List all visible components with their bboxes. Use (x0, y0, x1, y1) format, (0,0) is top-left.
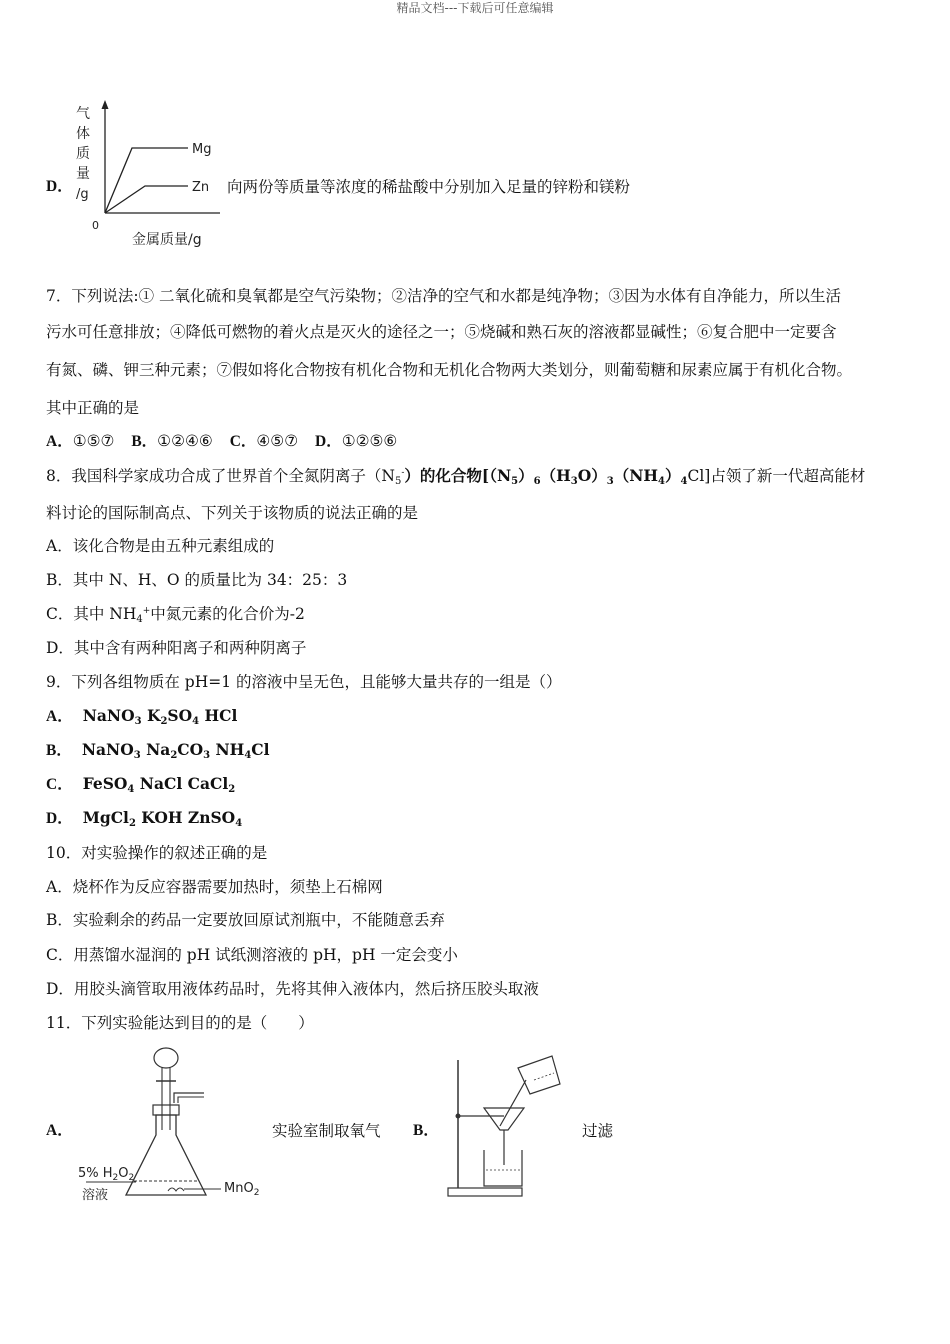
q8-option-c-sub: 4 (136, 614, 143, 625)
funnel-bulb (154, 1048, 178, 1068)
q8-subscript: 5 (511, 476, 519, 487)
clamp (456, 1114, 461, 1119)
mno2-solid (168, 1188, 184, 1191)
formula-subscript: 2 (170, 750, 178, 761)
q11-option-a-text: 实验室制取氧气 (272, 1122, 381, 1140)
formula-part: Na (140, 740, 171, 759)
y-label-2: 体 (76, 126, 90, 142)
q7-options (46, 430, 397, 453)
mg-line (105, 148, 188, 213)
gas-mass-graph (70, 98, 230, 250)
mno2-label: MnO$_2$ (224, 1181, 260, 1198)
formula-subscript: 2 (128, 818, 136, 829)
formula-subscript: 4 (235, 818, 243, 829)
formula-subscript: 3 (203, 750, 211, 761)
q10-option-b: B．实验剩余的药品一定要放回原试剂瓶中，不能随意丢弃 (46, 911, 445, 929)
formula-part: Cl (251, 740, 270, 759)
y-axis-arrow (102, 100, 109, 109)
q8-subscript: 3 (570, 476, 578, 487)
formula-subscript: 4 (244, 750, 252, 761)
q9-option-d (46, 807, 242, 830)
q8-option-d: D．其中含有两种阳离子和两种阴离子 (46, 639, 307, 657)
q8-stem-text: 8．我国科学家成功合成了世界首个全氮阴离子（N (46, 467, 395, 485)
q8-formula-part: ）的化合物[（N (404, 466, 512, 485)
q7-option-b: ①②④⑥ (157, 432, 213, 450)
q9-option-b (46, 739, 270, 762)
q8-formula-part: O） (577, 466, 607, 485)
formula-part: NaNO (81, 740, 134, 759)
h2o2-label: 5% $H_2O_2$ (78, 1166, 135, 1183)
q10-option-d: D．用胶头滴管取用液体药品时，先将其伸入液体内，然后挤压胶头取液 (46, 980, 539, 998)
formula-text (83, 774, 236, 793)
q8-formula-part: ） (664, 466, 681, 485)
q8-option-b: B．其中 N、H、O 的质量比为 34：25：3 (46, 571, 348, 589)
q11-option-b-label: B． (413, 1122, 439, 1139)
formula-part: KOH ZnSO (135, 808, 236, 827)
formula-part: K (141, 706, 161, 725)
x-axis-label: 金属质量/g (132, 232, 202, 248)
q8-subscript: 3 (606, 476, 614, 487)
q8-formula-part: ） (518, 466, 534, 485)
pouring-liquid (534, 1073, 554, 1080)
receiving-beaker (484, 1150, 522, 1186)
option-label: D． (46, 810, 73, 827)
q7-stem-line-2: 污水可任意排放；④降低可燃物的着火点是灭火的途径之一；⑤烧碱和熟石灰的溶液都显碱性；⑥复合肥中一定要含 (46, 323, 837, 341)
q7-option-c-label: C． (229, 433, 257, 450)
q7-option-a-label: A． (46, 433, 73, 450)
delivery-tube-inner (178, 1097, 204, 1103)
formula-part: CO (177, 740, 204, 759)
formula-part: NaNO (82, 706, 135, 725)
formula-subscript: 3 (133, 750, 141, 761)
formula-text (83, 808, 242, 827)
q8-option-c-sup: + (142, 606, 151, 616)
q8-stem-line-2: 料讨论的国际制高点、下列关于该物质的说法正确的是 (46, 504, 419, 522)
filtration-apparatus-figure (442, 1050, 567, 1202)
mg-label: Mg (192, 142, 212, 157)
pouring-beaker (518, 1056, 560, 1094)
q7-stem-line-1: 7．下列说法:① 二氧化硫和臭氧都是空气污染物；②洁净的空气和水都是纯净物；③因为水体有自净能力，所以生活 (46, 287, 842, 305)
q7-option-d-label: D． (315, 433, 342, 450)
solution-label: 溶液 (82, 1188, 109, 1203)
q8-superscript: - (401, 468, 405, 478)
formula-subscript: 4 (192, 716, 200, 727)
conical-flask (126, 1115, 206, 1195)
q8-subscript: 4 (658, 476, 665, 487)
y-label-1: 气 (76, 106, 90, 122)
q7-option-a: ①⑤⑦ (72, 432, 115, 450)
zn-line (105, 186, 188, 213)
rubber-stopper (153, 1105, 179, 1115)
q10-stem: 10．对实验操作的叙述正确的是 (46, 844, 268, 862)
formula-part: FeSO (82, 774, 128, 793)
q7-option-b-label: B． (131, 433, 158, 450)
oxygen-apparatus-figure (76, 1045, 271, 1205)
q6-option-d-label: D． (46, 178, 73, 195)
q8-stem-text: Cl]占领了新一代超高能材 (687, 467, 866, 485)
formula-text (82, 740, 270, 759)
q7-stem-line-4: 其中正确的是 (46, 399, 140, 417)
formula-part: MgCl (82, 808, 129, 827)
q9-option-c (46, 773, 235, 796)
q8-subscript: 5 (394, 476, 402, 487)
option-label: A． (46, 708, 73, 725)
y-label-4: 量 (76, 166, 90, 182)
formula-part: SO (167, 706, 193, 725)
q11-option-a-label: A． (46, 1122, 73, 1139)
formula-text (83, 706, 238, 725)
q6-option-d-text: 向两份等质量等浓度的稀盐酸中分别加入足量的锌粉和镁粉 (227, 178, 631, 196)
option-label: C． (46, 776, 73, 793)
q7-stem-line-3: 有氮、磷、钾三种元素；⑦假如将化合物按有机化合物和无机化合物两大类划分，则葡萄糖和尿素应属于有机化合物。 (46, 361, 853, 379)
y-label-3: 质 (76, 146, 90, 162)
glass-rod (500, 1080, 526, 1126)
q10-option-a: A．烧杯作为反应容器需要加热时，须垫上石棉网 (46, 878, 383, 896)
formula-subscript: 2 (160, 716, 168, 727)
stand-base (448, 1188, 522, 1196)
q8-option-c (46, 603, 305, 625)
q9-stem: 9．下列各组物质在 pH=1 的溶液中呈无色，且能够大量共存的一组是（） (46, 673, 562, 691)
formula-part: NaCl CaCl (134, 774, 229, 793)
option-label: B． (46, 742, 72, 759)
q11-option-b-text: 过滤 (582, 1122, 614, 1140)
q8-subscript: 4 (680, 476, 688, 487)
q8-subscript: 6 (533, 476, 541, 487)
y-label-5: /g (76, 187, 89, 202)
q8-formula-part: （H (540, 466, 571, 485)
q7-option-c: ④⑤⑦ (256, 432, 299, 450)
q8-option-c-text: C．其中 NH (46, 605, 137, 623)
formula-subscript: 4 (127, 784, 135, 795)
q7-option-d: ①②⑤⑥ (341, 432, 398, 450)
q10-option-c: C．用蒸馏水湿润的 pH 试纸测溶液的 pH，pH 一定会变小 (46, 946, 458, 964)
formula-subscript: 2 (228, 784, 236, 795)
q9-option-a (46, 705, 237, 728)
formula-subscript: 3 (134, 716, 142, 727)
origin-label: 0 (92, 219, 99, 232)
q8-formula-part: （NH (613, 466, 659, 485)
formula-part: NH (210, 740, 245, 759)
zn-label: Zn (192, 180, 210, 195)
page-header: 精品文档---下载后可任意编辑 (396, 1, 554, 15)
formula-part: HCl (199, 706, 238, 725)
q8-stem-line-1 (46, 465, 865, 487)
q8-option-a: A．该化合物是由五种元素组成的 (46, 537, 275, 555)
q11-stem: 11．下列实验能达到目的的是（ ） (46, 1014, 314, 1032)
q8-option-c-text: 中氮元素的化合价为-2 (150, 605, 305, 623)
